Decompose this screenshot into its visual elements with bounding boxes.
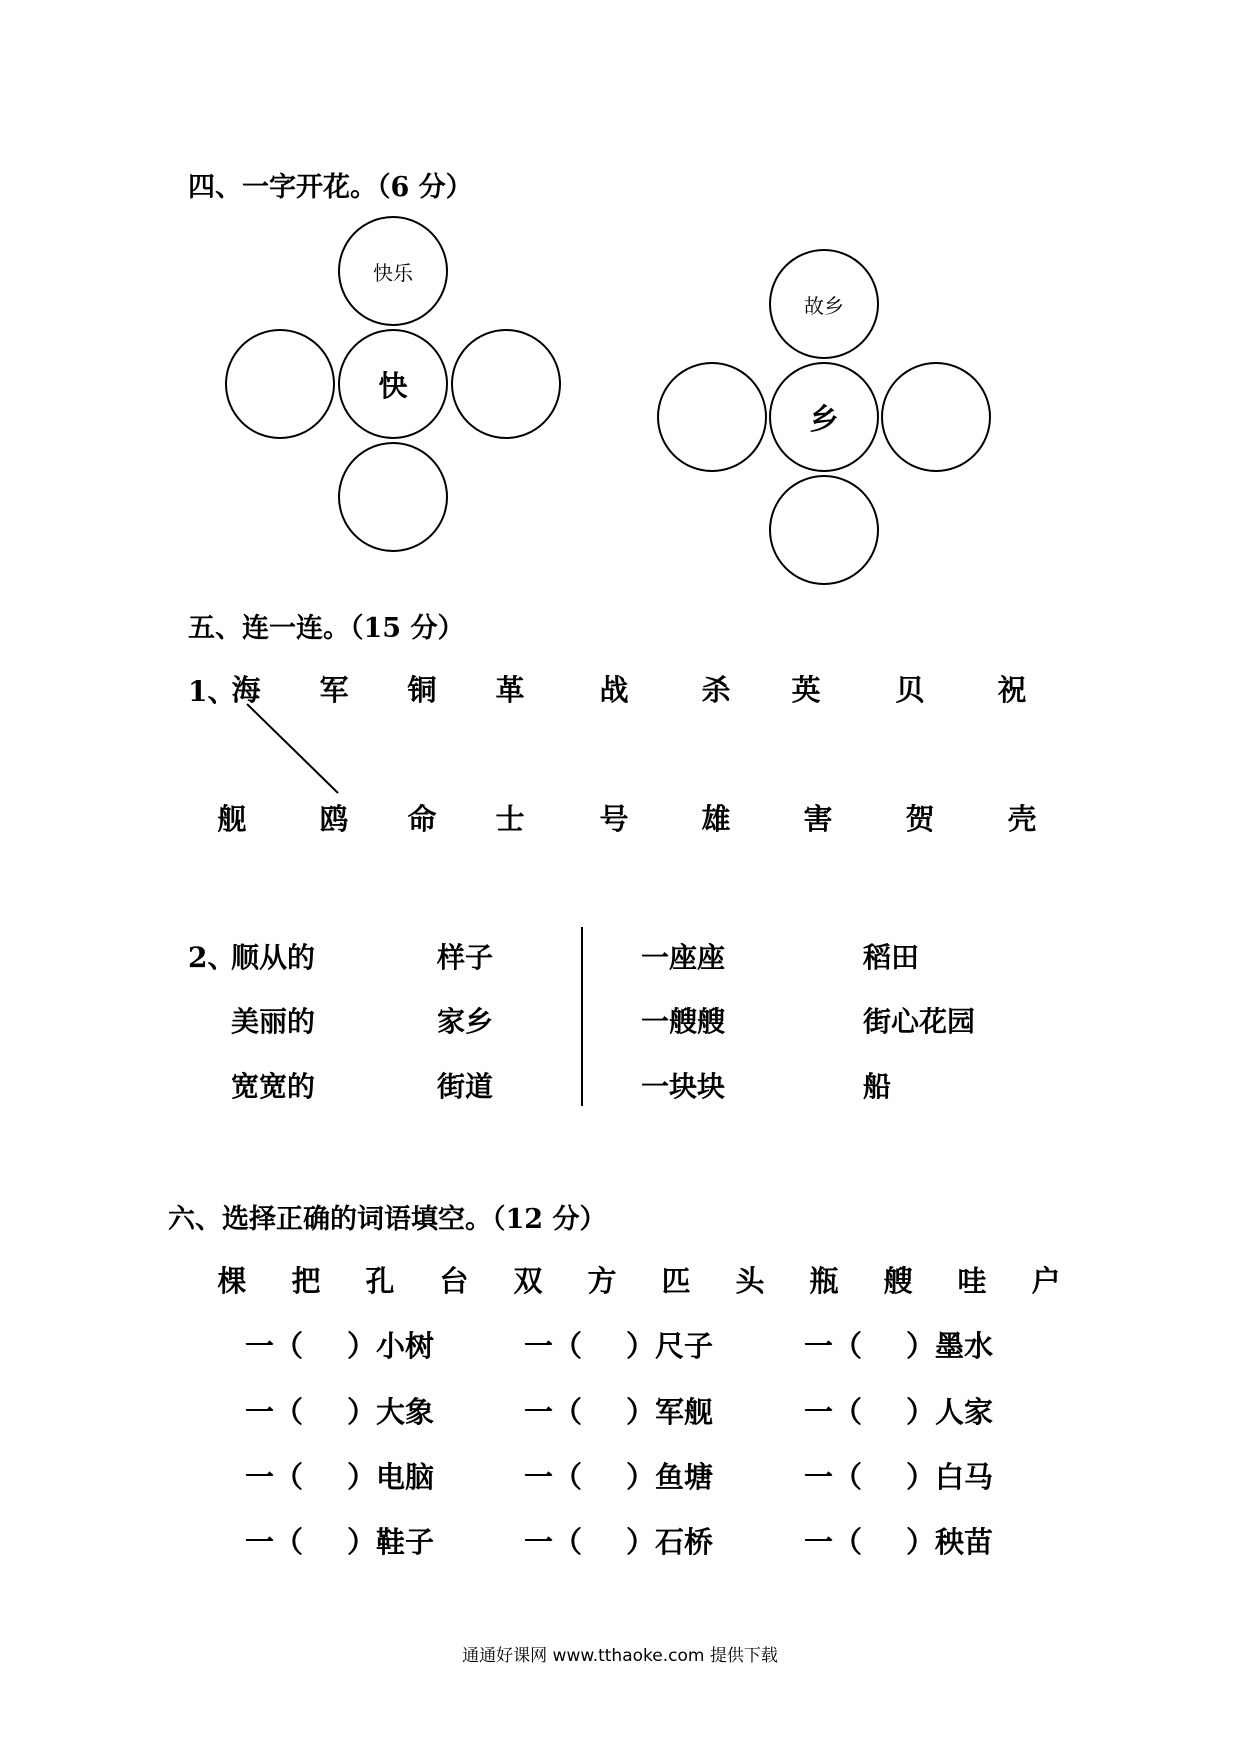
- word-bank-char: 方: [587, 1264, 617, 1298]
- q1-bottom-char[interactable]: 壳: [1007, 802, 1037, 836]
- q1-bottom-char[interactable]: 号: [599, 802, 629, 836]
- blank-suffix: ）: [626, 1460, 656, 1494]
- fill-blank-item[interactable]: [804, 1390, 993, 1431]
- word-bank-char: 孔: [365, 1264, 395, 1298]
- q2-right-noun[interactable]: 稻田: [863, 941, 920, 974]
- blank-prefix: 一（: [524, 1460, 583, 1494]
- blank-suffix: ）: [906, 1395, 936, 1429]
- blank-suffix: ）: [906, 1329, 936, 1363]
- q2-left-adjective[interactable]: 顺从的: [231, 941, 316, 974]
- fill-blank-item[interactable]: [804, 1324, 993, 1365]
- q1-top-char[interactable]: 战: [599, 673, 629, 707]
- flower-1-center-char: 快: [378, 368, 408, 403]
- blank-noun: 白马: [935, 1460, 994, 1494]
- section-6-heading: 六、选择正确的词语填空。（12 分）: [168, 1204, 607, 1235]
- blank-noun: 小树: [376, 1329, 435, 1363]
- word-bank-char: 艘: [883, 1264, 913, 1298]
- fill-blank-item[interactable]: [245, 1455, 434, 1496]
- fill-blank-item[interactable]: [245, 1520, 434, 1561]
- q1-label: 1、: [188, 675, 236, 708]
- fill-blank-item[interactable]: [524, 1455, 713, 1496]
- q2-right-noun[interactable]: 街心花园: [863, 1005, 976, 1038]
- q1-bottom-char[interactable]: 舰: [217, 802, 247, 836]
- blank-prefix: 一（: [804, 1329, 863, 1363]
- word-bank-char: 匹: [661, 1264, 691, 1298]
- blank-prefix: 一（: [804, 1525, 863, 1559]
- q2-label: 2、: [188, 941, 236, 974]
- q2-right-quantifier[interactable]: 一块块: [641, 1070, 726, 1103]
- fill-blank-item[interactable]: [245, 1324, 434, 1365]
- q2-left-adjective[interactable]: 美丽的: [231, 1005, 316, 1038]
- blank-suffix: ）: [906, 1460, 936, 1494]
- flower-2-center-char: 乡: [809, 401, 839, 436]
- section-4-heading: 四、一字开花。（6 分）: [188, 172, 473, 203]
- blank-suffix: ）: [626, 1329, 656, 1363]
- word-bank-char: 头: [735, 1264, 765, 1298]
- blank-prefix: 一（: [804, 1460, 863, 1494]
- word-bank-char: 户: [1031, 1264, 1061, 1298]
- q1-top-char[interactable]: 祝: [997, 673, 1027, 707]
- blank-prefix: 一（: [245, 1329, 304, 1363]
- blank-noun: 墨水: [935, 1329, 994, 1363]
- blank-noun: 秧苗: [935, 1525, 994, 1559]
- flower-2-top-word: 故乡: [804, 293, 844, 318]
- word-bank-char: 哇: [957, 1264, 987, 1298]
- blank-suffix: ）: [347, 1329, 377, 1363]
- q1-top-char[interactable]: 海: [231, 673, 261, 707]
- blank-suffix: ）: [347, 1460, 377, 1494]
- blank-prefix: 一（: [245, 1525, 304, 1559]
- q1-top-char[interactable]: 革: [495, 673, 525, 707]
- flower-1-top-word: 快乐: [373, 260, 413, 285]
- q1-bottom-char[interactable]: 雄: [701, 802, 731, 836]
- fill-blank-item[interactable]: [524, 1520, 713, 1561]
- blank-prefix: 一（: [524, 1395, 583, 1429]
- blank-noun: 电脑: [376, 1460, 435, 1494]
- fill-blank-item[interactable]: [524, 1390, 713, 1431]
- word-bank-char: 瓶: [809, 1264, 839, 1298]
- q2-left-adjective[interactable]: 宽宽的: [231, 1070, 316, 1103]
- blank-noun: 军舰: [655, 1395, 714, 1429]
- blank-noun: 鞋子: [376, 1525, 435, 1559]
- q2-divider: [581, 927, 583, 1106]
- q2-left-noun[interactable]: 街道: [437, 1070, 494, 1103]
- q1-top-char[interactable]: 贝: [895, 673, 925, 707]
- word-bank-char: 台: [439, 1264, 469, 1298]
- q2-right-quantifier[interactable]: 一座座: [641, 941, 726, 974]
- q1-bottom-char[interactable]: 鸥: [319, 802, 349, 836]
- blank-noun: 大象: [376, 1395, 435, 1429]
- q2-right-noun[interactable]: 船: [863, 1070, 892, 1103]
- fill-blank-item[interactable]: [804, 1455, 993, 1496]
- word-bank-char: 棵: [217, 1264, 247, 1298]
- q2-right-quantifier[interactable]: 一艘艘: [641, 1005, 726, 1038]
- word-bank-char: 双: [513, 1264, 543, 1298]
- blank-prefix: 一（: [524, 1329, 583, 1363]
- blank-prefix: 一（: [245, 1460, 304, 1494]
- section-5-heading: 五、连一连。（15 分）: [188, 613, 465, 644]
- blank-suffix: ）: [906, 1525, 936, 1559]
- fill-blank-item[interactable]: [245, 1390, 434, 1431]
- blank-suffix: ）: [347, 1395, 377, 1429]
- q2-left-noun[interactable]: 家乡: [437, 1005, 494, 1038]
- blank-prefix: 一（: [804, 1395, 863, 1429]
- q1-top-char[interactable]: 铜: [407, 673, 437, 707]
- q1-bottom-char[interactable]: 贺: [905, 802, 935, 836]
- blank-suffix: ）: [347, 1525, 377, 1559]
- blank-prefix: 一（: [245, 1395, 304, 1429]
- blank-suffix: ）: [626, 1525, 656, 1559]
- blank-noun: 人家: [935, 1395, 994, 1429]
- blank-noun: 鱼塘: [655, 1460, 714, 1494]
- footer-source: 通通好课网 www.tthaoke.com 提供下载: [462, 1646, 778, 1666]
- blank-noun: 石桥: [655, 1525, 714, 1559]
- q1-top-char[interactable]: 杀: [701, 673, 731, 707]
- q1-top-char[interactable]: 军: [319, 673, 349, 707]
- q1-bottom-char[interactable]: 害: [803, 802, 833, 836]
- q1-top-char[interactable]: 英: [791, 673, 821, 707]
- q1-bottom-char[interactable]: 士: [495, 802, 525, 836]
- fill-blank-item[interactable]: [524, 1324, 713, 1365]
- word-bank-char: 把: [291, 1264, 321, 1298]
- q1-bottom-char[interactable]: 命: [407, 802, 437, 836]
- blank-prefix: 一（: [524, 1525, 583, 1559]
- blank-suffix: ）: [626, 1395, 656, 1429]
- q2-left-noun[interactable]: 样子: [437, 941, 494, 974]
- fill-blank-item[interactable]: [804, 1520, 993, 1561]
- blank-noun: 尺子: [655, 1329, 714, 1363]
